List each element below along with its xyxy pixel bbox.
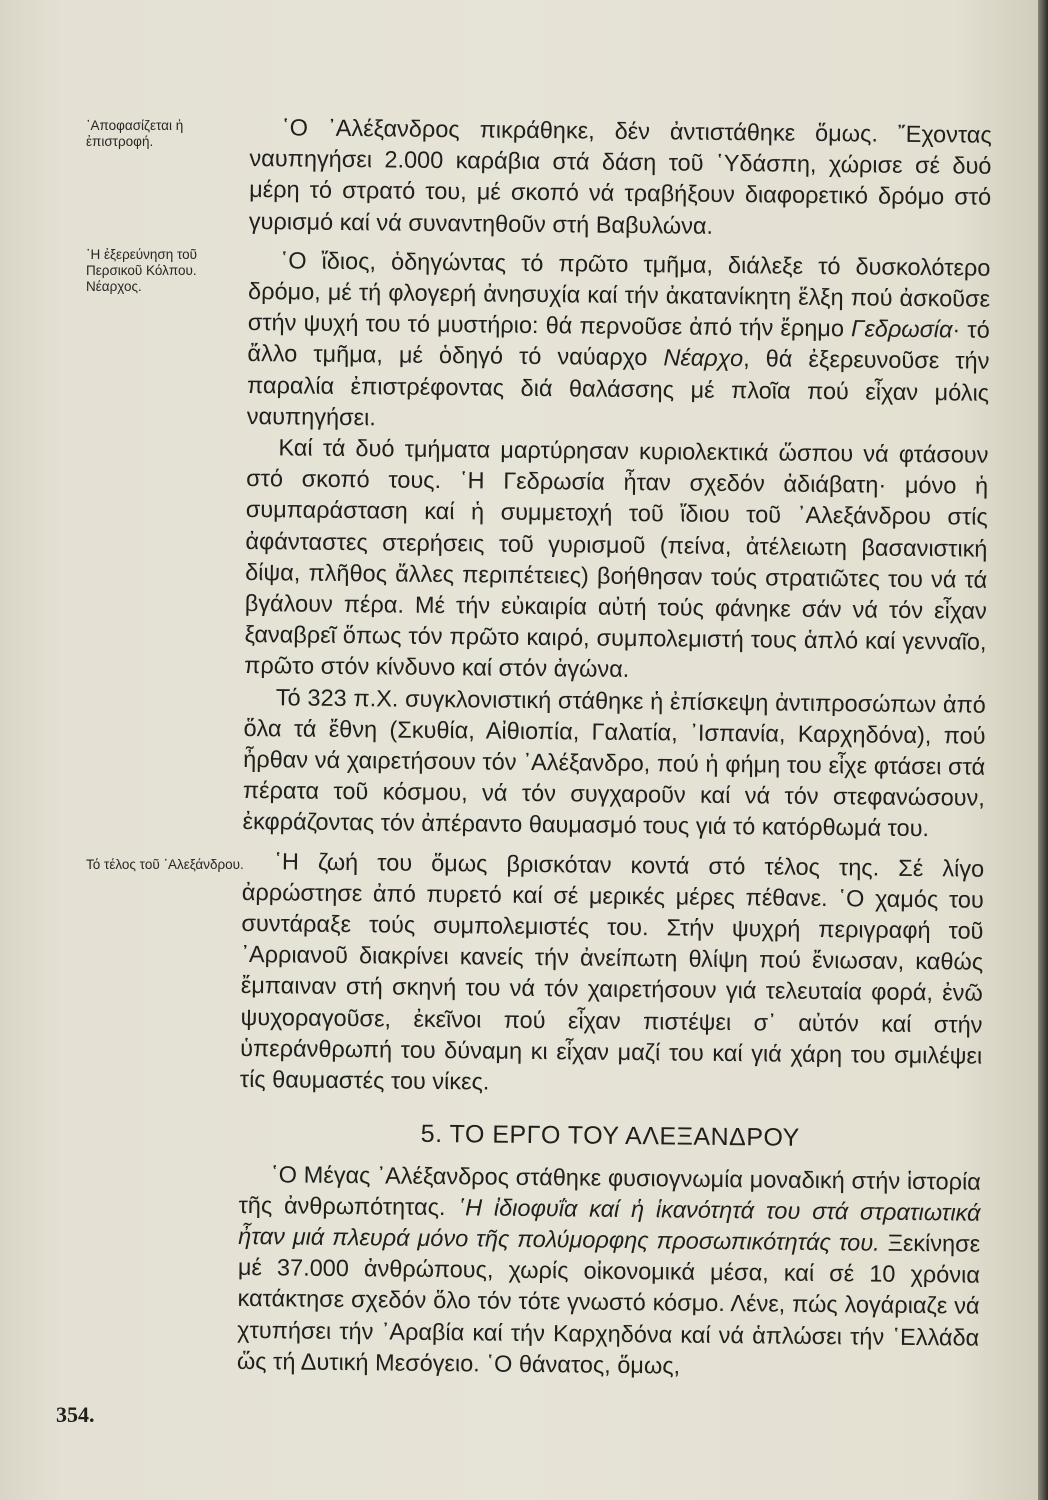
- margin-note-end: Τό τέλος τοῦ ᾿Αλεξάνδρου.: [86, 857, 244, 872]
- section-heading: 5. ΤΟ ΕΡΓΟ ΤΟΥ ΑΛΕΞΑΝΔΡΟΥ: [420, 1120, 800, 1153]
- nearchus-term: Νέαρχο: [663, 344, 744, 372]
- section-paragraph: [237, 1158, 981, 1384]
- paragraph-2-part-2: · τό ἄλλο τμῆμα, μέ ὁδηγό τό ναύαρχο: [247, 316, 990, 371]
- paragraph-2-part-1: ῾Ο ἴδιος, ὁδηγώντας τό πρῶτο τμῆμα, διάλεξε τό δυσκολότερο δρόμο, μέ τή φλογερή ἀνησυχία καί τήν ἀκατανίκητη ἕλξη πού ἀσκοῦσε στήν ψυχή του τό μυστήριο: θά περνοῦσε ἀπό τήν ἔρημο: [247, 247, 991, 342]
- page-edge-shadow: [1038, 0, 1048, 1500]
- paragraph-4: Τό 323 π.Χ. συγκλονιστική στάθηκε ἡ ἐπίσκεψη ἀντιπροσώπων ἀπό ὅλα τά ἔθνη (Σκυθία, Αἰθιοπία, Γαλατία, ᾿Ισπανία, Καρχηδόνα), πού ἦρθαν νά χαιρετήσουν τόν ᾿Αλέξανδρο, πού ἡ φήμη του εἶχε φτάσει στά πέρατα τοῦ κόσμου, νά τόν συγχαροῦν καί νά τόν στεφανώσουν, ἐκφράζοντας τόν ἀπέραντο θαυμασμό τους γιά τό κατόρθωμά του.: [242, 683, 986, 842]
- paragraph-5: ῾Η ζωή του ὅμως βρισκόταν κοντά στό τέλος της. Σέ λίγο ἀρρώστησε ἀπό πυρετό καί σέ μερικές μέρες πέθανε. ῾Ο χαμός του συντάραξε τούς συμπολεμιστές του. Στήν ψυχρή περιγραφή τοῦ ᾿Αρριανοῦ διακρίνει κανείς τήν ἀνείπωτη θλίψη πού ἔνιωσαν, καθώς ἔμπαιναν στή σκηνή του νά τόν χαιρετήσουν γιά τελευταία φορά, ἐνῶ ψυχοραγοῦσε, ἐκεῖνοι πού εἶχαν πιστέψει σ᾿ αὐτόν καί στήν ὑπεράνθρωπή του δύναμη κι εἶχαν μαζί του καί γιά χάρη του σμιλέψει τίς θαυμαστές του νίκες.: [239, 847, 985, 1095]
- section-paragraph-part-1: ῾Ο Μέγας ᾿Αλέξανδρος στάθηκε φυσιογνωμία μοναδική στήν ἱστορία τῆς ἀνθρωπότητας.: [238, 1160, 981, 1220]
- gedrosia-term: Γεδρωσία: [850, 315, 953, 343]
- margin-note-return: ᾿Αποφασίζεται ἡ ἐπιστροφή.: [86, 118, 184, 149]
- section-paragraph-part-2: Ξεκίνησε μέ 37.000 ἀνθρώπους, χωρίς οἰκονομικά μέσα, καί σέ 10 χρόνια κατάκτησε σχεδόν ὅλο τόν τότε γνωστό κόσμο. Λένε, πώς λογάριαζε νά χτυπήσει τήν ᾿Αραβία καί τήν Καρχηδόνα καί νά ἁπλώσει τήν ῾Ελλάδα ὥς τή Δυτική Μεσόγειο. ῾Ο θάνατος, ὅμως,: [236, 1229, 981, 1379]
- section-paragraph-italic: ῾Η ἰδιοφυΐα καί ἡ ἱκανότητά του στά στρατιωτικά ἦταν μιά πλευρά μόνο τῆς πολύμορφης προσωπικότητάς του.: [238, 1193, 981, 1256]
- paragraph-2: [247, 245, 991, 440]
- paragraph-2-part-3: , θά ἐξερευνοῦσε τήν παραλία ἐπιστρέφοντας διά θαλάσσης μέ πλοῖα πού εἶχαν μόλις ναυπηγήσει.: [246, 345, 990, 431]
- paragraph-3: Καί τά δυό τμήματα μαρτύρησαν κυριολεκτικά ὥσπου νά φτάσουν στό σκοπό τους. ῾Η Γεδρωσία ἦταν σχεδόν ἀδιάβατη· μόνο ἡ συμπαράσταση καί ἡ συμμετοχή τοῦ ἴδιου τοῦ ᾿Αλεξάνδρου στίς ἀφάνταστες στερήσεις τοῦ γυρισμοῦ (πείνα, ἀτέλειωτη βασανιστική δίψα, πλῆθος ἄλλες περιπέτειες) βοήθησαν τούς στρατιῶτες του νά τά βγάλουν πέρα. Μέ τήν εὐκαιρία αὐτή τούς φάνηκε σάν νά τόν εἶχαν ξαναβρεῖ ὅπως τόν πρῶτο καιρό, συμπολεμιστή τους ἁπλό καί γενναῖο, πρῶτο στόν κίνδυνο καί στόν ἀγώνα.: [244, 434, 989, 683]
- margin-note-exploration: ῾Η ἐξερεύνηση τοῦ Περσικοῦ Κόλπου. Νέαρχος.: [86, 247, 198, 294]
- paragraph-1: ῾Ο ᾿Αλέξανδρος πικράθηκε, δέν ἀντιστάθηκε ὅμως. ῎Εχοντας ναυπηγήσει 2.000 καράβια στά δάση τοῦ ῾Υδάσπη, χώρισε σέ δυό μέρη τό στρατό του, μέ σκοπό νά τραβήξουν διαφορετικό δρόμο στό γυρισμό καί νά συναντηθοῦν στή Βαβυλώνα.: [248, 114, 992, 239]
- page-number: 354.: [56, 1402, 95, 1427]
- main-text: [237, 112, 992, 1385]
